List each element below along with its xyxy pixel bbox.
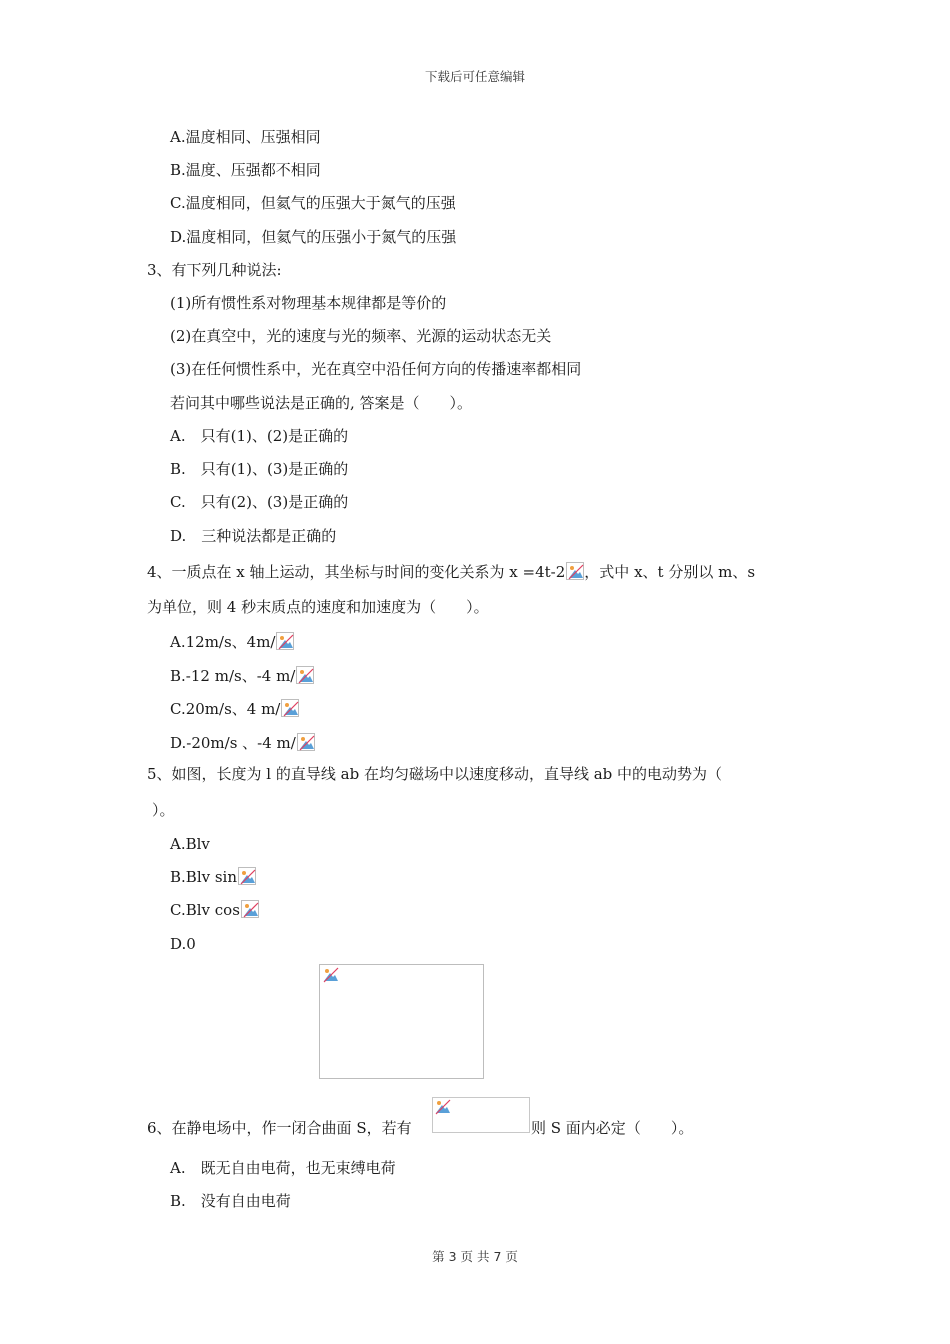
- q6-option-a: A. 既无自由电荷，也无束缚电荷: [170, 1159, 396, 1177]
- q4-option-a-text: A.12m/s、4m/: [170, 633, 276, 651]
- q3-title: 3、有下列几种说法:: [147, 261, 282, 279]
- q3-option-d: D. 三种说法都是正确的: [170, 527, 337, 545]
- q5-option-b: [170, 867, 256, 887]
- q3-statement-3: (3)在任何惯性系中，光在真空中沿任何方向的传播速率都相同: [170, 360, 582, 378]
- q5-option-c-text: C.Blv cos: [170, 901, 240, 919]
- broken-image-icon: [276, 632, 294, 650]
- broken-image-icon: [241, 900, 259, 918]
- q4-option-d: [170, 733, 315, 753]
- q4-option-a: [170, 632, 294, 652]
- q6-line-post: 则 S 面内必定（ ）。: [531, 1119, 694, 1137]
- q6-option-b: B. 没有自由电荷: [170, 1192, 291, 1210]
- broken-image-icon: [281, 699, 299, 717]
- q5-line1: 5、如图，长度为 l 的直导线 ab 在均匀磁场中以速度移动，直导线 ab 中的电动势为（: [147, 765, 723, 783]
- q5-line2: ）。: [152, 801, 175, 819]
- q3-statement-1: (1)所有惯性系对物理基本规律都是等价的: [170, 294, 447, 312]
- q5-option-d: D.0: [170, 935, 196, 953]
- broken-image-icon: [296, 666, 314, 684]
- q6-formula-image: [432, 1097, 530, 1133]
- broken-image-icon: [566, 562, 584, 580]
- page-footer: 第 3 页 共 7 页: [432, 1249, 518, 1264]
- q4-option-b-text: B.-12 m/s、-4 m/: [170, 667, 296, 685]
- q4-line1-pre: 4、一质点在 x 轴上运动，其坐标与时间的变化关系为 x =4t-2: [147, 563, 566, 581]
- q2-option-a: A.温度相同、压强相同: [170, 128, 321, 146]
- broken-image-icon: [322, 966, 340, 984]
- q3-option-c: C. 只有(2)、(3)是正确的: [170, 493, 349, 511]
- q4-option-d-text: D.-20m/s 、-4 m/: [170, 734, 296, 752]
- q6-line-pre: 6、在静电场中，作一闭合曲面 S，若有: [147, 1119, 412, 1137]
- q2-option-b: B.温度、压强都不相同: [170, 161, 321, 179]
- broken-image-icon: [434, 1098, 452, 1116]
- q4-line2: 为单位，则 4 秒末质点的速度和加速度为（ ）。: [147, 598, 489, 616]
- page-header: 下载后可任意编辑: [424, 69, 525, 84]
- q2-option-c: C.温度相同，但氦气的压强大于氮气的压强: [170, 194, 456, 212]
- broken-image-icon: [238, 867, 256, 885]
- q3-statement-2: (2)在真空中，光的速度与光的频率、光源的运动状态无关: [170, 327, 552, 345]
- broken-image-icon: [297, 733, 315, 751]
- q3-option-b: B. 只有(1)、(3)是正确的: [170, 460, 349, 478]
- q3-question: 若问其中哪些说法是正确的, 答案是（ ）。: [170, 394, 473, 412]
- q5-option-b-text: B.Blv sin: [170, 868, 238, 886]
- q4-line1: [147, 562, 755, 582]
- q4-option-b: [170, 666, 314, 686]
- q3-option-a: A. 只有(1)、(2)是正确的: [170, 427, 349, 445]
- q2-option-d: D.温度相同，但氦气的压强小于氮气的压强: [170, 228, 457, 246]
- q5-figure: [319, 964, 484, 1079]
- q4-line1-post: ，式中 x、t 分别以 m、s: [584, 563, 756, 581]
- q5-option-c: [170, 900, 259, 920]
- q5-option-a: A.Blv: [170, 835, 210, 853]
- q4-option-c-text: C.20m/s、4 m/: [170, 700, 281, 718]
- q4-option-c: [170, 699, 299, 719]
